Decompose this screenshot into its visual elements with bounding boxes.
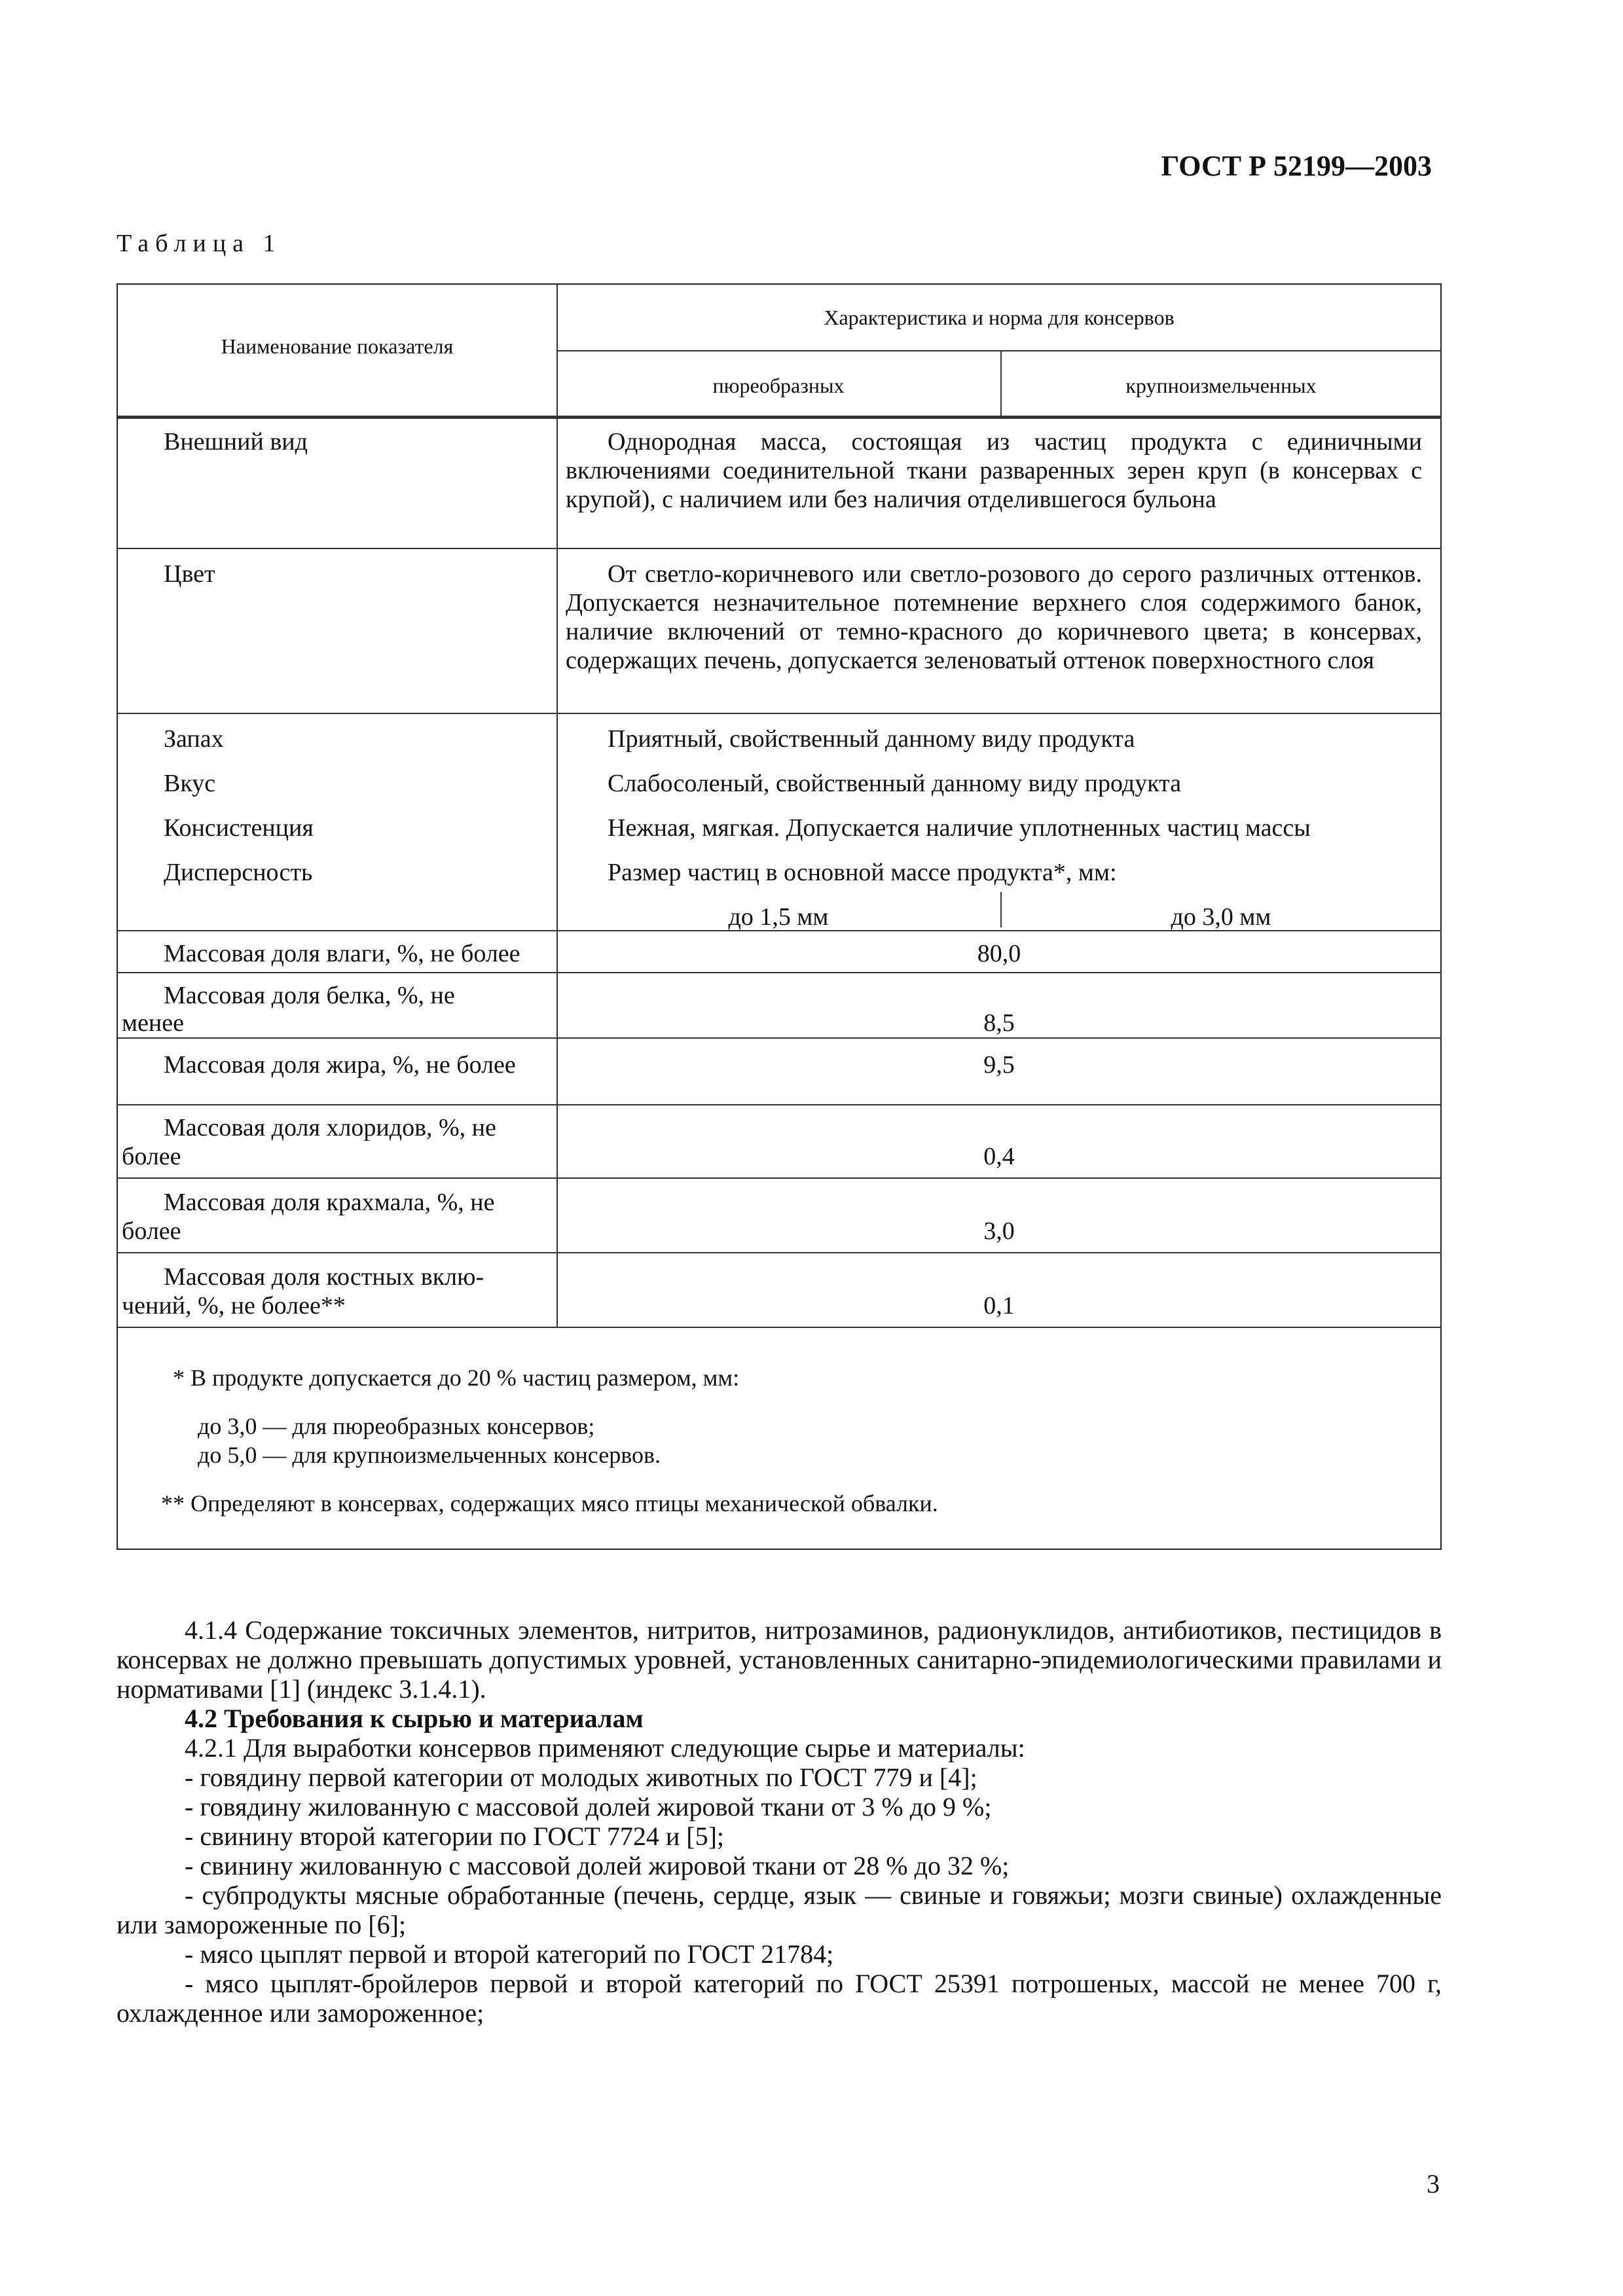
row-divider	[118, 713, 1442, 714]
row-label: Массовая доля жира, %, не более	[164, 1051, 516, 1079]
row-value: Слабосоленый, свойственный данному виду продукта	[608, 770, 1182, 797]
footnote-1: * В продукте допускается до 20 % частиц размером, мм:	[173, 1365, 740, 1391]
row-label-continued: более	[122, 1143, 181, 1170]
row-label: Внешний вид	[164, 428, 308, 456]
footnote-2: ** Определяют в консервах, содержащих мясо птицы механической обвалки.	[161, 1490, 938, 1516]
row-divider	[556, 350, 1442, 351]
row-divider	[118, 1104, 1442, 1105]
row-label: Консистенция	[164, 814, 314, 842]
row-divider	[118, 1327, 1442, 1328]
row-value: 3,0	[983, 1217, 1015, 1245]
row-label: Цвет	[164, 560, 215, 588]
row-label: Массовая доля хлоридов, %, не	[164, 1114, 496, 1141]
header-divider	[118, 416, 1442, 419]
list-item: - свинину жилованную с массовой долей жировой ткани от 28 % до 32 %;	[185, 1851, 1010, 1880]
row-label-continued: чений, %, не более**	[122, 1292, 346, 1319]
row-label: Массовая доля белка, %, не	[164, 982, 455, 1009]
row-divider	[118, 1037, 1442, 1039]
header-indicator: Наименование показателя	[221, 334, 454, 358]
row-label-continued: менее	[122, 1009, 184, 1037]
row-value: Нежная, мягкая. Допускается наличие уплотненных частиц массы	[608, 814, 1311, 842]
footnote-1a: до 3,0 — для пюреобразных консервов;	[198, 1413, 595, 1439]
indicators-table	[117, 283, 1442, 1550]
row-value: 8,5	[983, 1009, 1015, 1037]
row-divider	[118, 548, 1442, 549]
row-label-continued: более	[122, 1217, 181, 1245]
row-value: Размер частиц в основной массе продукта*, мм:	[608, 859, 1117, 886]
row-divider	[118, 972, 1442, 973]
row-divider	[118, 1252, 1442, 1253]
coarse-size: до 3,0 мм	[1171, 903, 1271, 931]
row-value: 9,5	[983, 1051, 1015, 1079]
row-value: 0,1	[983, 1292, 1015, 1319]
list-item: - свинину второй категории по ГОСТ 7724 и [5];	[185, 1821, 725, 1851]
row-label: Массовая доля крахмала, %, не	[164, 1189, 495, 1216]
paragraph-4-1-4: 4.1.4 Содержание токсичных элементов, нитритов, нитрозаминов, радионуклидов, антибиотиков, пестицидов в консервах не должно превышать допустимых уровней, установленных санитарно-эпидемиологическими правилами и нормативами [1] (индекс 3.1.4.1).	[117, 1615, 1442, 1704]
list-item: - субпродукты мясные обработанные (печень, сердце, язык — свиные и говяжьи; мозги свиные) охлажденные или замороженные по [6];	[117, 1880, 1442, 1939]
row-value: Приятный, свойственный данному виду продукта	[608, 725, 1135, 753]
row-value: Однородная масса, состоящая из частиц продукта с единичными включениями соединительной ткани разваренных зерен круп (в консервах с крупой), с наличием или без наличия отделившегося бульона	[566, 428, 1422, 513]
row-divider	[118, 1177, 1442, 1179]
list-item: - мясо цыплят-бройлеров первой и второй категорий по ГОСТ 25391 потрошеных, массой не менее 700 г, охлажденное или замороженное;	[117, 1969, 1442, 2028]
row-value: От светло-коричневого или светло-розового до серого различных оттенков. Допускается незначительное потемнение верхнего слоя содержимого банок, наличие включений от темно-красного до коричневого цвета; в консервах, содержащих печень, допускается зеленоватый оттенок поверхностного слоя	[566, 560, 1422, 674]
page-number: 3	[1427, 2169, 1440, 2198]
row-label: Массовая доля влаги, %, не более	[164, 940, 520, 967]
row-label: Запах	[164, 725, 224, 753]
puree-size: до 1,5 мм	[728, 903, 829, 931]
section-heading-4-2: 4.2 Требования к сырью и материалам	[185, 1704, 644, 1733]
footnote-1b: до 5,0 — для крупноизмельченных консервов.	[198, 1442, 661, 1468]
row-value: 80,0	[977, 940, 1021, 967]
header-group: Характеристика и норма для консервов	[824, 306, 1175, 329]
body-section	[117, 1615, 1442, 2028]
document-code: ГОСТ Р 52199—2003	[1161, 150, 1432, 182]
header-coarse: крупноизмельченных	[1125, 374, 1317, 397]
list-item: - говядину жилованную с массовой долей жировой ткани от 3 % до 9 %;	[185, 1792, 992, 1821]
header-puree: пюреобразных	[712, 374, 845, 397]
row-label: Дисперсность	[164, 859, 313, 886]
row-label: Массовая доля костных вклю-	[164, 1263, 484, 1291]
list-item: - говядину первой категории от молодых животных по ГОСТ 779 и [4];	[185, 1763, 977, 1792]
row-label: Вкус	[164, 770, 216, 797]
table-caption: Таблица 1	[117, 230, 282, 257]
list-item: - мясо цыплят первой и второй категорий по ГОСТ 21784;	[185, 1939, 834, 1969]
row-value: 0,4	[983, 1143, 1015, 1170]
paragraph-4-2-1: 4.2.1 Для выработки консервов применяют следующие сырье и материалы:	[185, 1733, 1025, 1763]
